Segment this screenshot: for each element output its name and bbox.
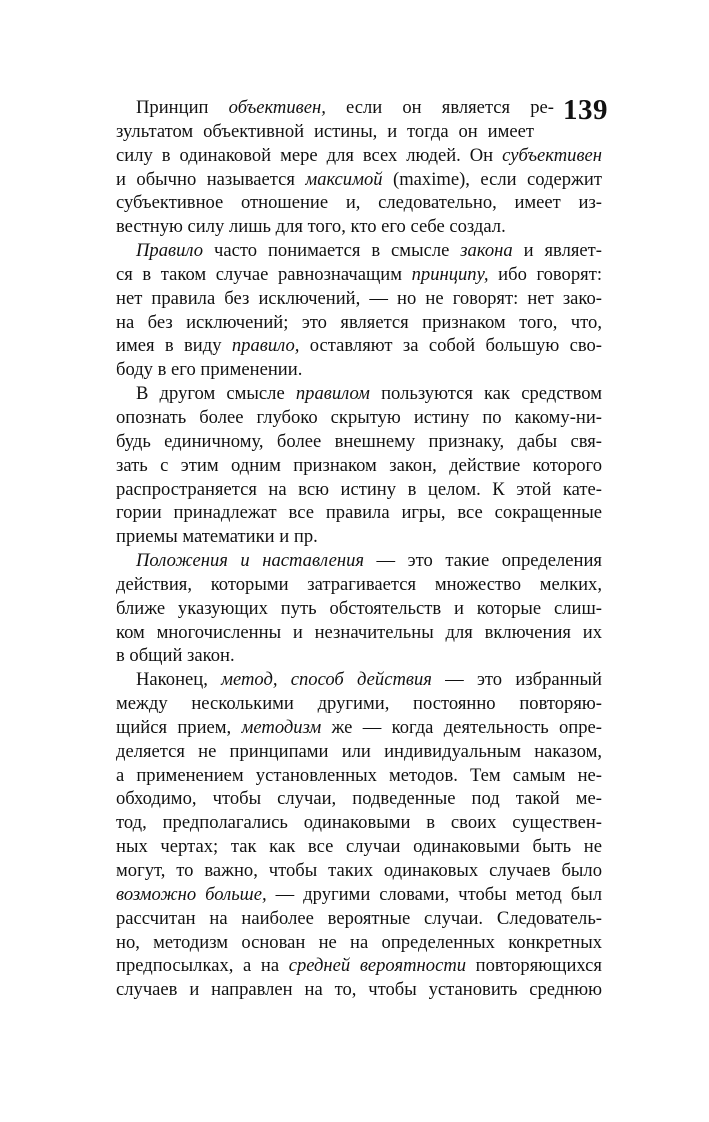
text-line: и обычно называется максимой (maxime), если содержит xyxy=(116,168,602,190)
text-line: деляется не принципами или индивидуальным наказом, xyxy=(116,740,602,762)
text-line: Наконец, метод, способ действия — это избранный xyxy=(136,669,602,691)
text-line: рассчитан на наиболее вероятные случаи. Следователь- xyxy=(116,907,602,929)
text-line: обходимо, чтобы случаи, подведенные под такой ме- xyxy=(116,788,602,810)
text-line: в общий закон. xyxy=(116,645,235,667)
text-line: ся в таком случае равнозначащим принципу, ибо говорят: xyxy=(116,263,602,285)
text-line: случаев и направлен на то, чтобы установить среднюю xyxy=(116,979,602,1001)
text-line: Положения и наставления — это такие определения xyxy=(136,550,602,572)
text-line: между несколькими другими, постоянно повторяю- xyxy=(116,693,602,715)
text-line: нет правила без исключений, — но не говорят: нет зако- xyxy=(116,287,602,309)
text-line: зать с этим одним признаком закон, действие которого xyxy=(116,454,602,476)
text-line: но, методизм основан не на определенных конкретных xyxy=(116,931,602,953)
text-line: распространяется на всю истину в целом. К этой кате- xyxy=(116,478,602,500)
text-line: будь единичному, более внешнему признаку, дабы свя- xyxy=(116,430,602,452)
text-line: щийся прием, методизм же — когда деятельность опре- xyxy=(116,716,602,738)
text-line: опознать более глубоко скрытую истину по какому-ни- xyxy=(116,406,602,428)
text-line: субъективное отношение и, следовательно, имеет из- xyxy=(116,192,602,214)
text-line: зультатом объективной истины, и тогда он имеет xyxy=(116,120,534,142)
text-line: вестную силу лишь для того, кто его себе создал. xyxy=(116,216,506,238)
text-line: предпосылках, а на средней вероятности повторяющихся xyxy=(116,955,602,977)
text-line: на без исключений; это является признаком того, что, xyxy=(116,311,602,333)
text-line: В другом смысле правилом пользуются как средством xyxy=(136,383,603,405)
text-line: тод, предполагались одинаковыми в своих существен- xyxy=(116,812,602,834)
text-line: ближе указующих путь обстоятельств и которые слиш- xyxy=(116,597,602,619)
text-line: ком многочисленны и незначительны для включения их xyxy=(116,621,602,643)
text-line: Принцип объективен, если он является ре- xyxy=(136,97,554,118)
text-line: боду в его применении. xyxy=(116,359,303,381)
text-line: ных чертах; так как все случаи одинаковыми быть не xyxy=(116,836,602,858)
page-number: 139 xyxy=(563,94,608,126)
text-line: действия, которыми затрагивается множество мелких, xyxy=(116,573,602,595)
text-line: имея в виду правило, оставляют за собой большую сво- xyxy=(116,335,602,357)
text-line: а применением установленных методов. Тем самым не- xyxy=(116,764,602,786)
text-line: могут, то важно, чтобы таких одинаковых случаев было xyxy=(116,860,602,881)
text-line: возможно больше, — другими словами, чтобы метод был xyxy=(116,883,603,905)
text-line: приемы математики и пр. xyxy=(116,526,318,548)
text-line: гории принадлежат все правила игры, все сокращенные xyxy=(116,502,602,524)
body-text xyxy=(116,96,602,1002)
text-line: силу в одинаковой мере для всех людей. Он субъективен xyxy=(116,144,602,166)
text-line: Правило часто понимается в смысле закона и являет- xyxy=(136,240,602,262)
